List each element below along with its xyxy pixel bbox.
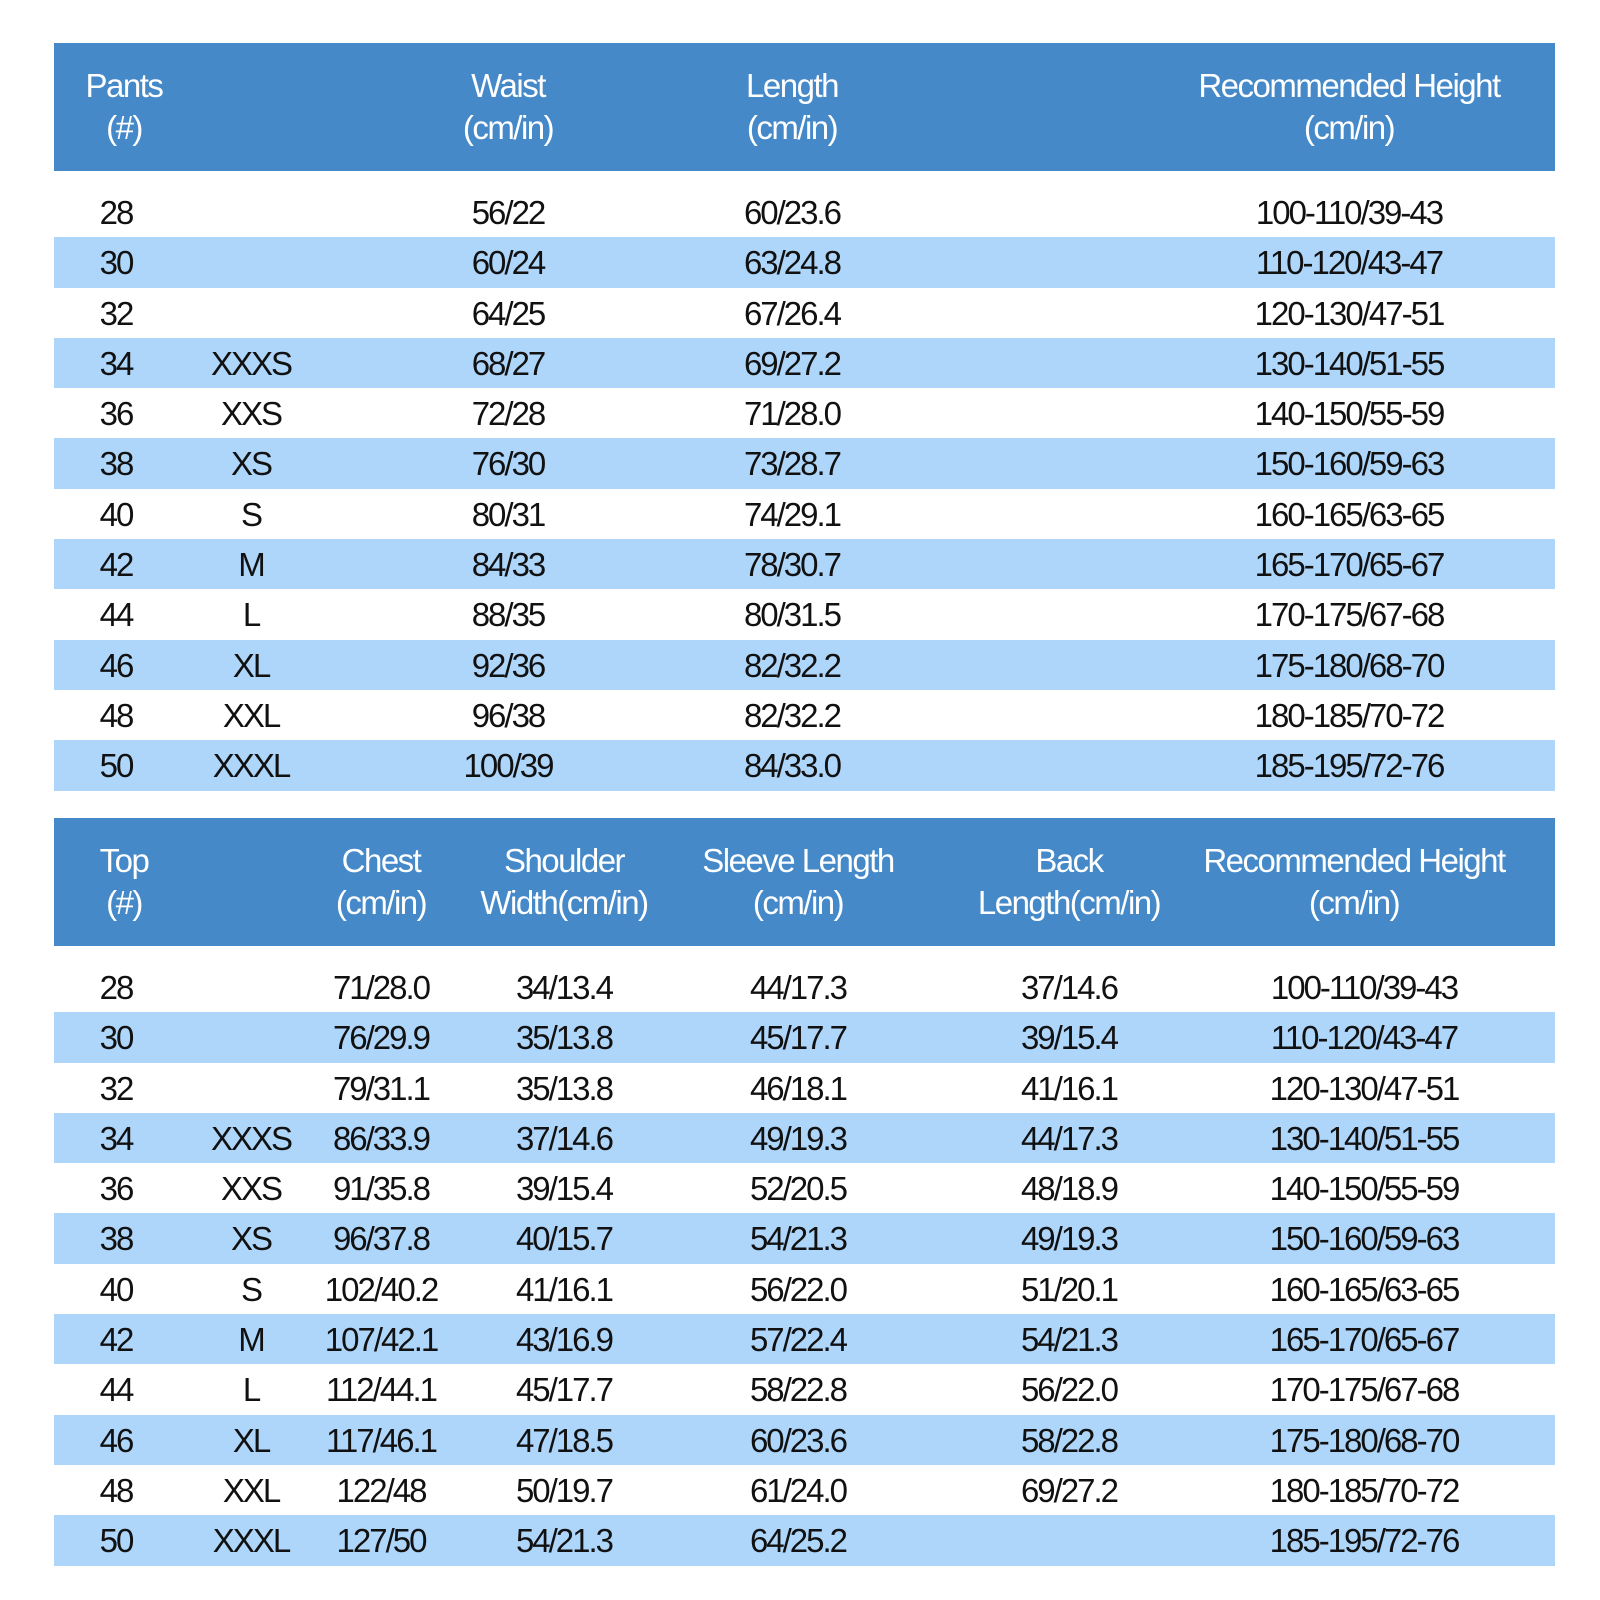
table-row [54,740,1555,790]
table-cell: 36 [99,1170,133,1208]
table-row [54,1163,1555,1213]
table-cell [178,288,324,338]
top-table-body [54,962,1555,1566]
table-cell: 32 [99,294,133,332]
table-cell: 112/44.1 [325,1371,436,1409]
table-row [54,1063,1555,1113]
table-row [54,640,1555,690]
table-cell: XXXS [210,1119,292,1157]
table-cell: 28 [99,969,133,1006]
pants-table-body [54,187,1555,791]
header-back-length: Back Length(cm/in) [977,842,1161,921]
table-cell: 110-120/43-47 [1255,244,1443,282]
table-cell: 120-130/47-51 [1269,1069,1459,1107]
table-cell: 122/48 [336,1471,426,1509]
table-cell: 76/29.9 [332,1019,430,1057]
table-cell: 71/28.0 [332,969,430,1006]
table-cell [974,1515,1164,1565]
table-cell: 165-170/65-67 [1269,1321,1459,1359]
header-shoulder-width: Shoulder Width(cm/in) [480,842,648,921]
table-cell: 170-175/67-68 [1269,1371,1459,1409]
table-row [54,962,1555,1012]
table-cell: 88/35 [471,596,545,634]
table-cell: 170-175/67-68 [1254,596,1444,634]
table-cell: 35/13.8 [515,1019,613,1057]
table-cell: 130-140/51-55 [1269,1119,1459,1157]
table-cell: 175-180/68-70 [1254,646,1444,684]
header-recommended-height: Recommended Height (cm/in) [1198,67,1500,146]
table-cell: 110-120/43-47 [1270,1019,1458,1057]
table-cell: XXL [222,1471,280,1509]
table-cell: XXL [222,696,280,734]
table-cell: 34/13.4 [515,969,613,1006]
table-row [54,288,1555,338]
table-cell: 140-150/55-59 [1254,395,1444,433]
table-cell: 42 [99,1321,133,1359]
table-cell: 86/33.9 [332,1119,430,1157]
table-cell: XXS [220,1170,282,1208]
table-cell: XL [232,1421,270,1459]
table-cell: 48 [99,1471,133,1509]
table-cell: 130-140/51-55 [1254,344,1444,382]
table-cell: 80/31 [471,495,545,533]
table-cell: 49/19.3 [749,1119,847,1157]
table-cell: 30 [99,1019,133,1057]
table-cell: 120-130/47-51 [1254,294,1444,332]
table-cell: 160-165/63-65 [1269,1270,1459,1308]
table-cell: 175-180/68-70 [1269,1421,1459,1459]
header-length: Length (cm/in) [746,67,838,146]
table-cell: 150-160/59-63 [1254,445,1444,483]
table-cell: 34 [99,1119,133,1157]
table-cell: 96/37.8 [332,1220,430,1258]
table-cell: 82/32.2 [743,696,841,734]
table-cell: 37/14.6 [515,1119,613,1157]
table-cell: 48/18.9 [1020,1170,1118,1208]
table-cell: 32 [99,1069,133,1107]
table-cell: XS [230,445,272,483]
table-cell: 37/14.6 [1020,969,1118,1006]
table-row [54,1364,1555,1414]
table-row [54,1264,1555,1314]
table-cell: 58/22.8 [1020,1421,1118,1459]
table-cell: XXS [220,395,282,433]
table-cell: 38 [99,1220,133,1258]
table-cell: XXXL [212,1522,290,1560]
table-cell: 67/26.4 [743,294,841,332]
table-cell: 74/29.1 [743,495,841,533]
table-cell: 56/22.0 [1020,1371,1118,1409]
table-row [54,589,1555,639]
table-cell: 38 [99,445,133,483]
table-cell: 102/40.2 [324,1270,438,1308]
table-cell: 185-195/72-76 [1254,747,1444,785]
table-cell: 127/50 [336,1522,426,1560]
table-cell: 58/22.8 [749,1371,847,1409]
table-cell: 44 [99,1371,133,1409]
table-cell: L [242,596,260,634]
table-cell: 60/23.6 [743,194,841,231]
table-cell: 72/28 [471,395,545,433]
header-sleeve-length: Sleeve Length (cm/in) [702,842,894,921]
table-cell: 54/21.3 [515,1522,613,1560]
table-cell: 41/16.1 [1020,1069,1118,1107]
table-row [54,489,1555,539]
table-cell: 50/19.7 [515,1471,613,1509]
table-cell: 60/24 [471,244,545,282]
table-cell: 73/28.7 [743,445,841,483]
table-cell [178,962,324,1012]
table-cell: 45/17.7 [749,1019,847,1057]
table-cell: 140-150/55-59 [1269,1170,1459,1208]
table-cell: 54/21.3 [1020,1321,1118,1359]
table-row [54,1515,1555,1565]
table-cell: 76/30 [471,445,545,483]
table-cell: 92/36 [471,646,545,684]
table-cell: S [240,1270,261,1308]
table-cell: 165-170/65-67 [1254,546,1444,584]
table-cell: M [238,546,264,584]
table-cell: 28 [99,194,133,231]
table-cell: 63/24.8 [743,244,841,282]
table-cell: 69/27.2 [743,344,841,382]
table-row [54,539,1555,589]
table-row [54,1012,1555,1062]
table-cell: 82/32.2 [743,646,841,684]
table-cell: 185-195/72-76 [1269,1522,1459,1560]
top-size-table [54,818,1555,1566]
table-cell: 47/18.5 [515,1421,613,1459]
header-top-number: Top (#) [99,842,149,921]
table-cell: XS [230,1220,272,1258]
table-cell: 100/39 [463,747,553,785]
header-chest: Chest (cm/in) [335,842,427,921]
table-cell: 40 [99,495,133,533]
pants-size-table [54,43,1555,791]
table-cell: 46 [99,646,133,684]
table-cell: 60/23.6 [749,1421,847,1459]
table-cell: 57/22.4 [749,1321,847,1359]
table-row [54,1213,1555,1263]
table-cell: XL [232,646,270,684]
table-cell: 56/22 [471,194,545,231]
table-cell: 40/15.7 [515,1220,613,1258]
top-table-header [54,818,1555,946]
table-cell: 30 [99,244,133,282]
table-cell: M [238,1321,264,1359]
table-cell: 64/25.2 [749,1522,847,1560]
header-waist: Waist (cm/in) [462,67,554,146]
table-cell: XXXL [212,747,290,785]
table-cell [178,1012,324,1062]
table-cell: 44/17.3 [1020,1119,1118,1157]
table-cell: 40 [99,1270,133,1308]
table-cell [178,187,324,237]
table-row [54,237,1555,287]
table-cell: 117/46.1 [325,1421,436,1459]
table-row [54,187,1555,237]
table-row [54,1314,1555,1364]
table-row [54,1465,1555,1515]
table-cell: 107/42.1 [324,1321,438,1359]
table-cell: 61/24.0 [749,1471,847,1509]
table-cell: XXXS [210,344,292,382]
table-cell: 180-185/70-72 [1254,696,1444,734]
table-cell: 46 [99,1421,133,1459]
table-row [54,1415,1555,1465]
table-cell: 46/18.1 [749,1069,847,1107]
table-cell: 54/21.3 [749,1220,847,1258]
table-cell: 52/20.5 [749,1170,847,1208]
table-cell [178,237,324,287]
table-cell: 39/15.4 [515,1170,613,1208]
table-row [54,338,1555,388]
table-cell: 48 [99,696,133,734]
table-cell: 80/31.5 [743,596,841,634]
table-cell: 36 [99,395,133,433]
table-row [54,1113,1555,1163]
table-cell: 180-185/70-72 [1269,1471,1459,1509]
table-cell: 56/22.0 [749,1270,847,1308]
table-cell: 45/17.7 [515,1371,613,1409]
table-cell: 34 [99,344,133,382]
table-cell: 79/31.1 [332,1069,430,1107]
table-cell [178,1063,324,1113]
table-cell: 49/19.3 [1020,1220,1118,1258]
table-cell: S [240,495,261,533]
table-cell: 44/17.3 [749,969,847,1006]
table-cell: 78/30.7 [743,546,841,584]
header-pants-number: Pants (#) [85,67,163,146]
header-recommended-height: Recommended Height (cm/in) [1203,842,1505,921]
table-cell: 50 [99,1522,133,1560]
table-cell: 41/16.1 [515,1270,613,1308]
table-cell: 91/35.8 [332,1170,430,1208]
table-cell: 100-110/39-43 [1270,969,1458,1006]
table-row [54,690,1555,740]
table-cell: 71/28.0 [743,395,841,433]
table-cell: 42 [99,546,133,584]
table-cell: 96/38 [471,696,545,734]
pants-table-header [54,43,1555,171]
table-cell: 84/33 [471,546,545,584]
table-cell: 69/27.2 [1020,1471,1118,1509]
table-cell: L [242,1371,260,1409]
table-row [54,438,1555,488]
table-cell: 39/15.4 [1020,1019,1118,1057]
table-cell: 50 [99,747,133,785]
table-cell: 35/13.8 [515,1069,613,1107]
table-cell: 43/16.9 [515,1321,613,1359]
table-row [54,388,1555,438]
table-cell: 150-160/59-63 [1269,1220,1459,1258]
table-cell: 51/20.1 [1020,1270,1118,1308]
table-cell: 64/25 [471,294,545,332]
table-cell: 160-165/63-65 [1254,495,1444,533]
table-cell: 84/33.0 [743,747,841,785]
table-cell: 100-110/39-43 [1255,194,1443,231]
table-cell: 68/27 [471,344,545,382]
table-cell: 44 [99,596,133,634]
